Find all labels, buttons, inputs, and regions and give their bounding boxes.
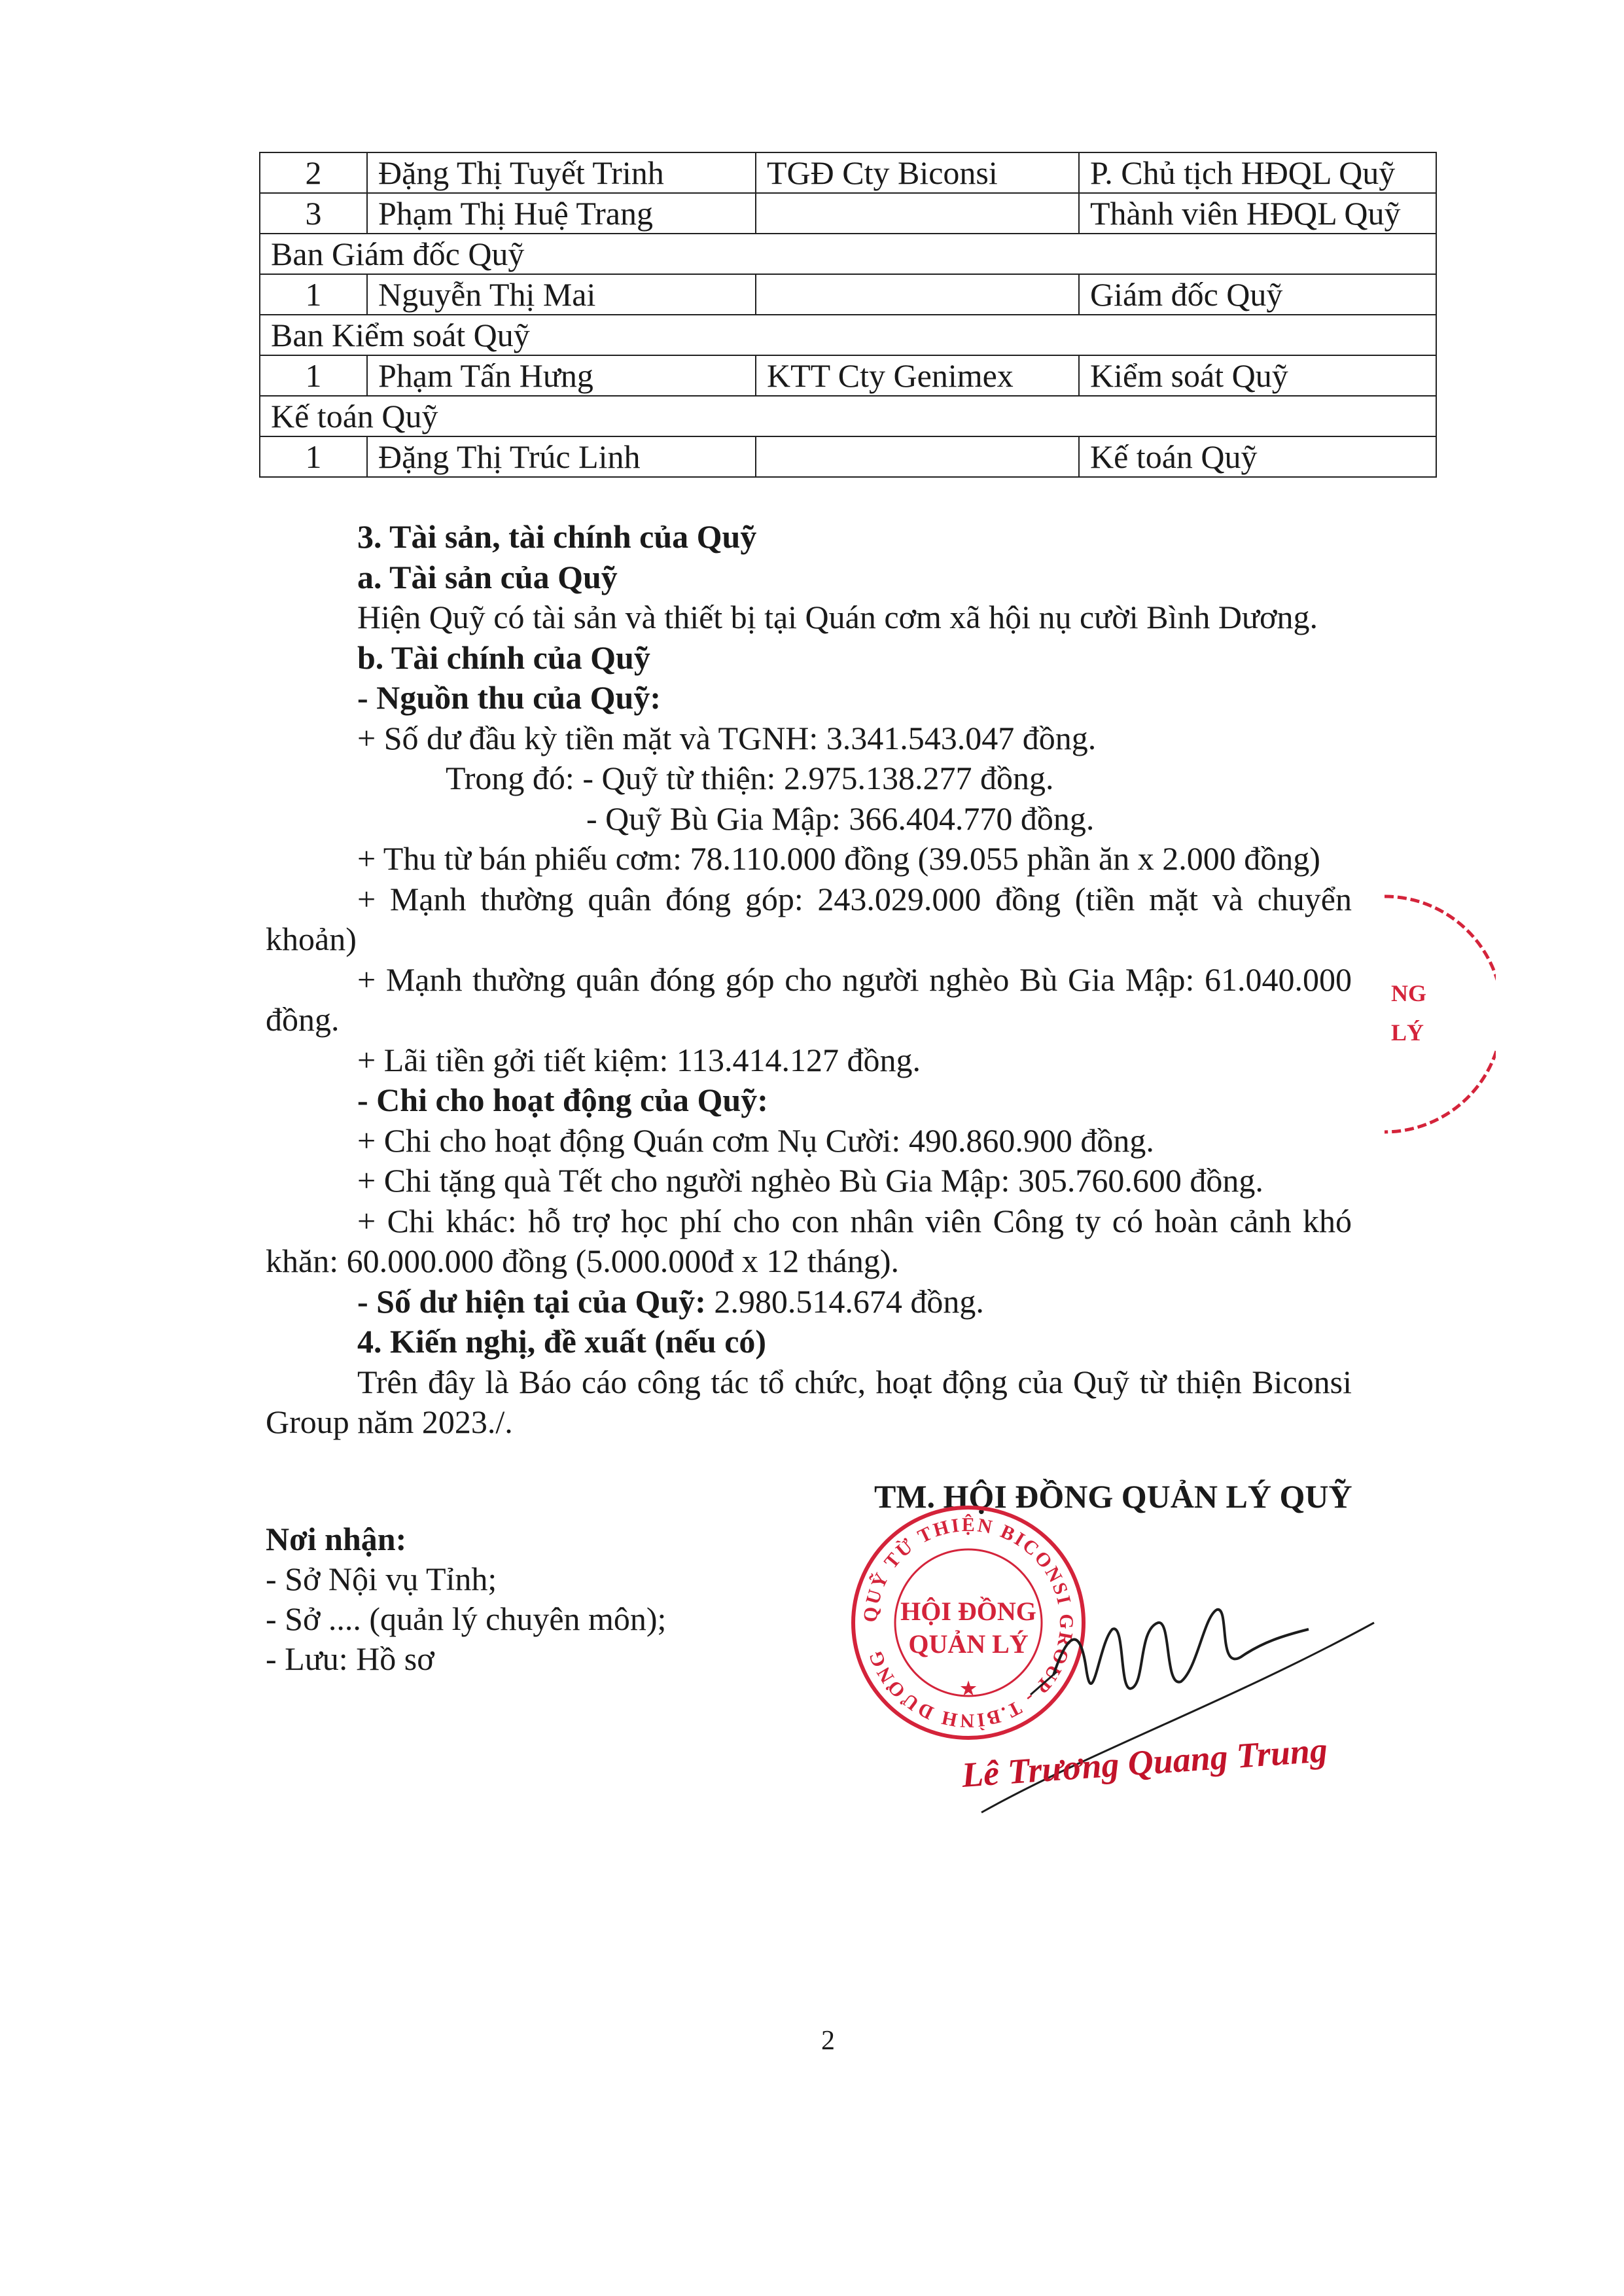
- current-balance-value: 2.980.514.674 đồng.: [714, 1282, 984, 1320]
- seal-star-icon: ★: [960, 1679, 977, 1699]
- table-row: [260, 152, 1436, 193]
- seal-center-line-1: HỘI ĐỒNG: [900, 1597, 1036, 1626]
- partial-seal-text-2: LÝ: [1391, 1019, 1424, 1046]
- of-which-charity-fund: Trong đó: - Quỹ từ thiện: 2.975.138.277 đồng.: [446, 760, 1054, 796]
- partial-seal-text-1: NG: [1391, 980, 1426, 1006]
- table-group-row: [260, 234, 1436, 274]
- member-number: 1: [260, 274, 367, 315]
- donations-line-1a: + Mạnh thường quân đóng góp: 243.029.000 đồng (tiền mặt và chuyển: [357, 880, 1352, 917]
- recipients-block: [266, 1519, 666, 1679]
- income-heading: - Nguồn thu của Quỹ:: [357, 679, 661, 716]
- expense-other-a: + Chi khác: hỗ trợ học phí cho con nhân viên Công ty có hoàn cảnh khó: [357, 1202, 1352, 1239]
- seal-ring-text: QUỸ TỪ THIỆN BICONSI GROUP - T.BÌNH DƯƠNG: [859, 1513, 1078, 1732]
- conclusion-line-a: Trên đây là Báo cáo công tác tổ chức, hoạt động của Quỹ từ thiện Biconsi: [357, 1363, 1352, 1400]
- meal-ticket-income: + Thu từ bán phiếu cơm: 78.110.000 đồng (39.055 phần ăn x 2.000 đồng): [357, 840, 1320, 877]
- recipient-item: - Lưu: Hồ sơ: [266, 1640, 434, 1677]
- table-group-row: [260, 315, 1436, 355]
- member-position: [756, 274, 1079, 315]
- table-row: [260, 355, 1436, 396]
- expense-other-b: khăn: 60.000.000 đồng (5.000.000đ x 12 tháng).: [266, 1243, 899, 1279]
- section3a-heading: a. Tài sản của Quỹ: [357, 558, 618, 595]
- current-balance-label: - Số dư hiện tại của Quỹ:: [357, 1282, 706, 1320]
- member-name: Phạm Thị Huệ Trang: [367, 193, 756, 234]
- table-group-row: [260, 396, 1436, 436]
- group-label: Kế toán Quỹ: [260, 396, 1436, 436]
- members-table: [259, 152, 1437, 478]
- member-role: P. Chủ tịch HĐQL Quỹ: [1079, 152, 1436, 193]
- opening-balance-line: + Số dư đầu kỳ tiền mặt và TGNH: 3.341.543.047 đồng.: [357, 719, 1097, 756]
- recipients-heading: Nơi nhận:: [266, 1521, 407, 1557]
- member-number: 1: [260, 436, 367, 477]
- member-role: Giám đốc Quỹ: [1079, 274, 1436, 315]
- partial-seal-stamp: [1365, 883, 1496, 1145]
- members-table-body: [260, 152, 1436, 477]
- current-balance-line: [266, 1282, 1352, 1322]
- recipient-item: - Sở .... (quản lý chuyên môn);: [266, 1600, 667, 1637]
- expense-tet-gifts: + Chi tặng quà Tết cho người nghèo Bù Gia Mập: 305.760.600 đồng.: [357, 1162, 1263, 1199]
- signer-name: Lê Trương Quang Trung: [960, 1730, 1329, 1795]
- table-row: [260, 436, 1436, 477]
- member-name: Nguyễn Thị Mai: [367, 274, 756, 315]
- page-number: 2: [821, 2026, 835, 2056]
- assets-text: Hiện Quỹ có tài sản và thiết bị tại Quán cơm xã hội nụ cười Bình Dương.: [357, 599, 1318, 635]
- signer-title: TM. HỘI ĐỒNG QUẢN LÝ QUỸ: [874, 1478, 1352, 1515]
- member-number: 1: [260, 355, 367, 396]
- table-row: [260, 193, 1436, 234]
- recipient-item: - Sở Nội vụ Tỉnh;: [266, 1561, 497, 1597]
- conclusion-line-b: Group năm 2023./.: [266, 1404, 513, 1440]
- member-role: Thành viên HĐQL Quỹ: [1079, 193, 1436, 234]
- member-role: Kiểm soát Quỹ: [1079, 355, 1436, 396]
- member-position: TGĐ Cty Biconsi: [756, 152, 1079, 193]
- member-role: Kế toán Quỹ: [1079, 436, 1436, 477]
- donations-line-2b: đồng.: [266, 1001, 340, 1038]
- member-name: Đặng Thị Tuyết Trinh: [367, 152, 756, 193]
- of-which-bu-gia-map-fund: - Quỹ Bù Gia Mập: 366.404.770 đồng.: [586, 800, 1095, 837]
- expense-heading: - Chi cho hoạt động của Quỹ:: [357, 1082, 768, 1118]
- group-label: Ban Giám đốc Quỹ: [260, 234, 1436, 274]
- section4-heading: 4. Kiến nghị, đề xuất (nếu có): [357, 1323, 767, 1360]
- seal-center-line-2: QUẢN LÝ: [908, 1629, 1029, 1659]
- expense-restaurant: + Chi cho hoạt động Quán cơm Nụ Cười: 490.860.900 đồng.: [357, 1122, 1154, 1159]
- member-number: 2: [260, 152, 367, 193]
- section3b-heading: b. Tài chính của Quỹ: [357, 639, 650, 676]
- savings-interest: + Lãi tiền gởi tiết kiệm: 113.414.127 đồng.: [357, 1041, 921, 1078]
- table-row: [260, 274, 1436, 315]
- member-name: Phạm Tấn Hưng: [367, 355, 756, 396]
- report-body: [266, 517, 1352, 1443]
- section3-heading: 3. Tài sản, tài chính của Quỹ: [357, 518, 757, 555]
- member-position: KTT Cty Genimex: [756, 355, 1079, 396]
- member-position: [756, 193, 1079, 234]
- member-number: 3: [260, 193, 367, 234]
- donations-line-1b: khoản): [266, 921, 357, 957]
- member-position: [756, 436, 1079, 477]
- donations-line-2a: + Mạnh thường quân đóng góp cho người nghèo Bù Gia Mập: 61.040.000: [357, 961, 1352, 998]
- group-label: Ban Kiểm soát Quỹ: [260, 315, 1436, 355]
- member-name: Đặng Thị Trúc Linh: [367, 436, 756, 477]
